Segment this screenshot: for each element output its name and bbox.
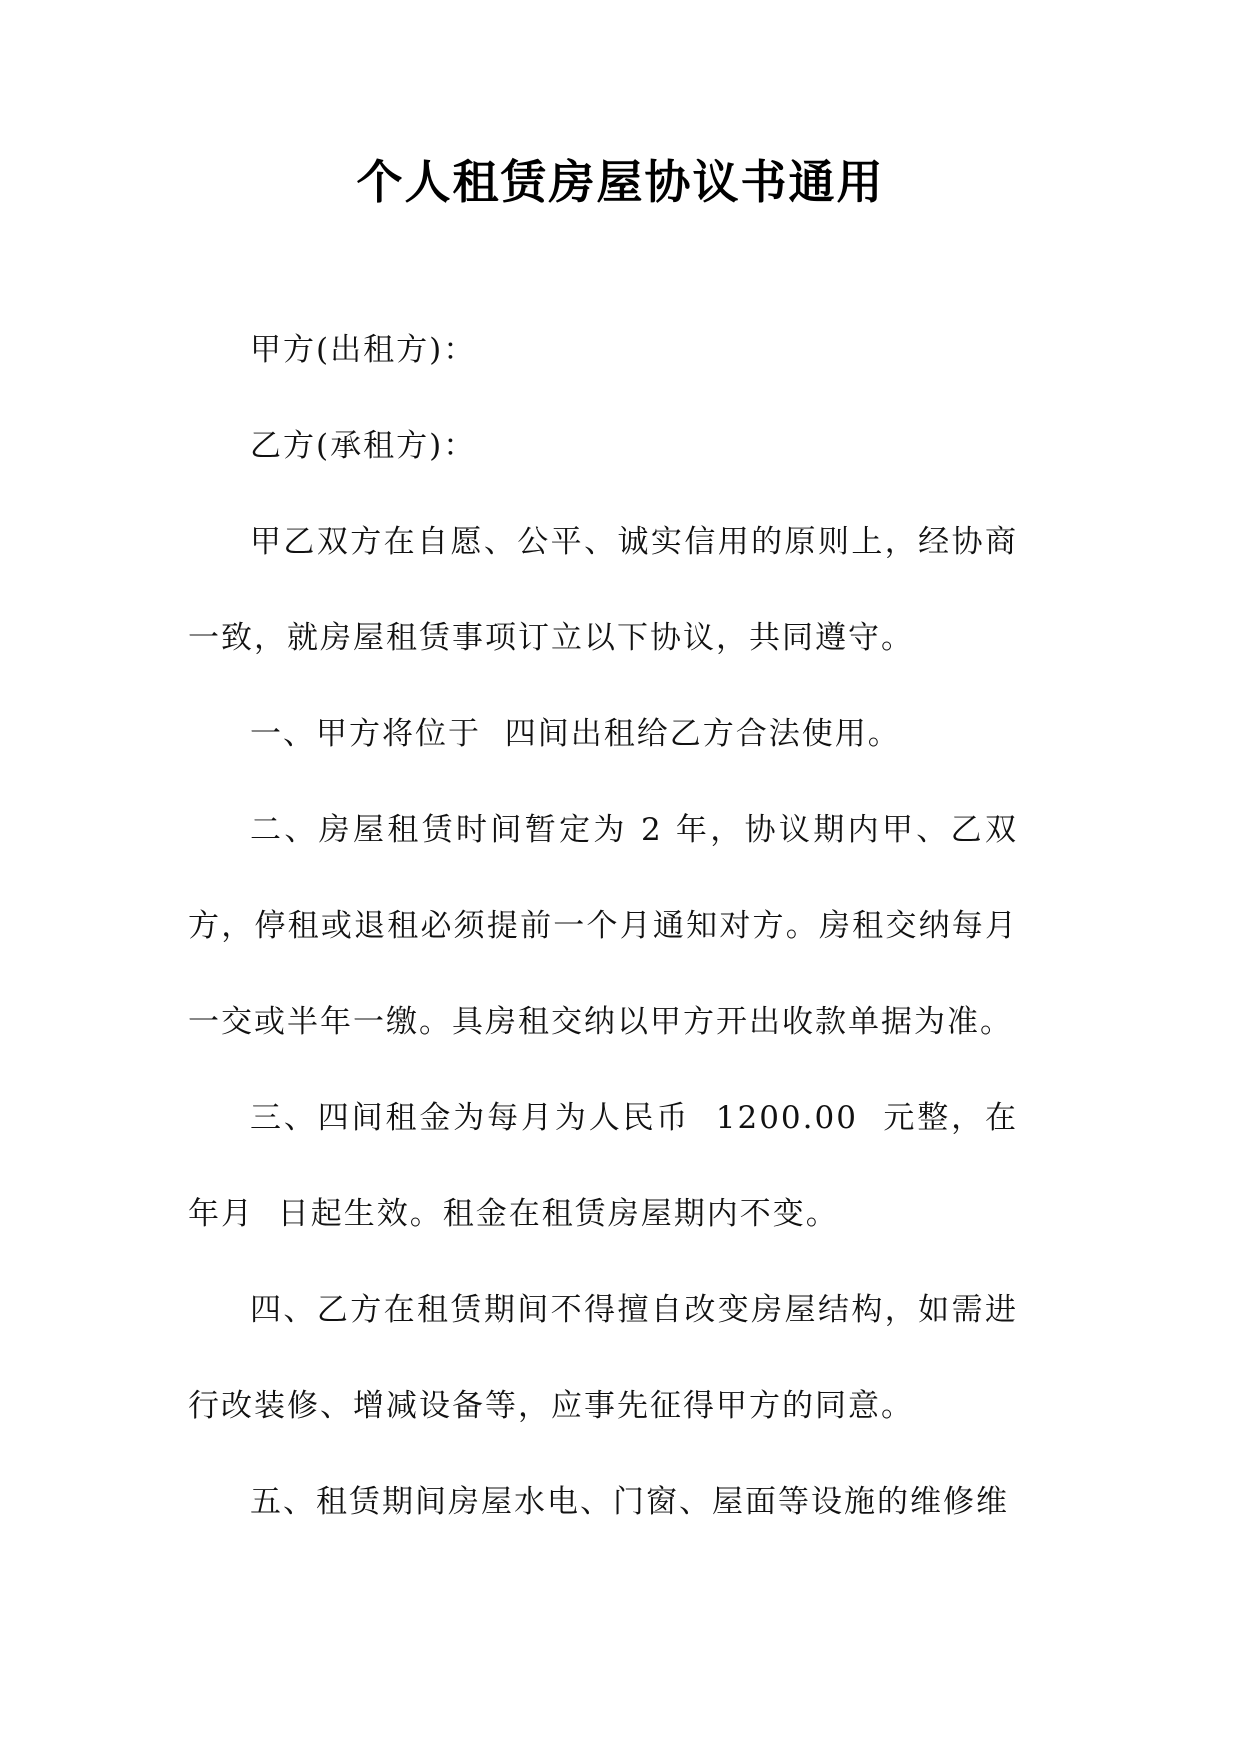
party-a-line: 甲方(出租方)：: [250, 332, 477, 368]
clause-3-paragraph: 三、四间租金为每月为人民币 1200.00 元整，在 年月 日起生效。租金在租赁房屋期内不变。: [188, 1100, 1042, 1232]
document-body: [188, 302, 1042, 1550]
clause-4-paragraph: 四、乙方在租赁期间不得擅自改变房屋结构，如需进行改装修、增减设备等，应事先征得甲方的同意。: [188, 1292, 1018, 1424]
clause-1-paragraph: 一、甲方将位于 四间出租给乙方合法使用。: [250, 716, 901, 752]
clause-2-paragraph: 二、房屋租赁时间暂定为 2 年，协议期内甲、乙双方，停租或退租必须提前一个月通知对方。房租交纳每月一交或半年一缴。具房租交纳以甲方开出收款单据为准。: [188, 812, 1018, 1040]
document-title: 个人租赁房屋协议书通用: [356, 155, 885, 209]
clause-5-paragraph: 五、租赁期间房屋水电、门窗、屋面等设施的维修维: [250, 1484, 1009, 1520]
preamble-paragraph: 甲乙双方在自愿、公平、诚实信用的原则上，经协商一致，就房屋租赁事项订立以下协议，共同遵守。: [188, 524, 1018, 656]
party-b-line: 乙方(承租方)：: [250, 428, 477, 464]
